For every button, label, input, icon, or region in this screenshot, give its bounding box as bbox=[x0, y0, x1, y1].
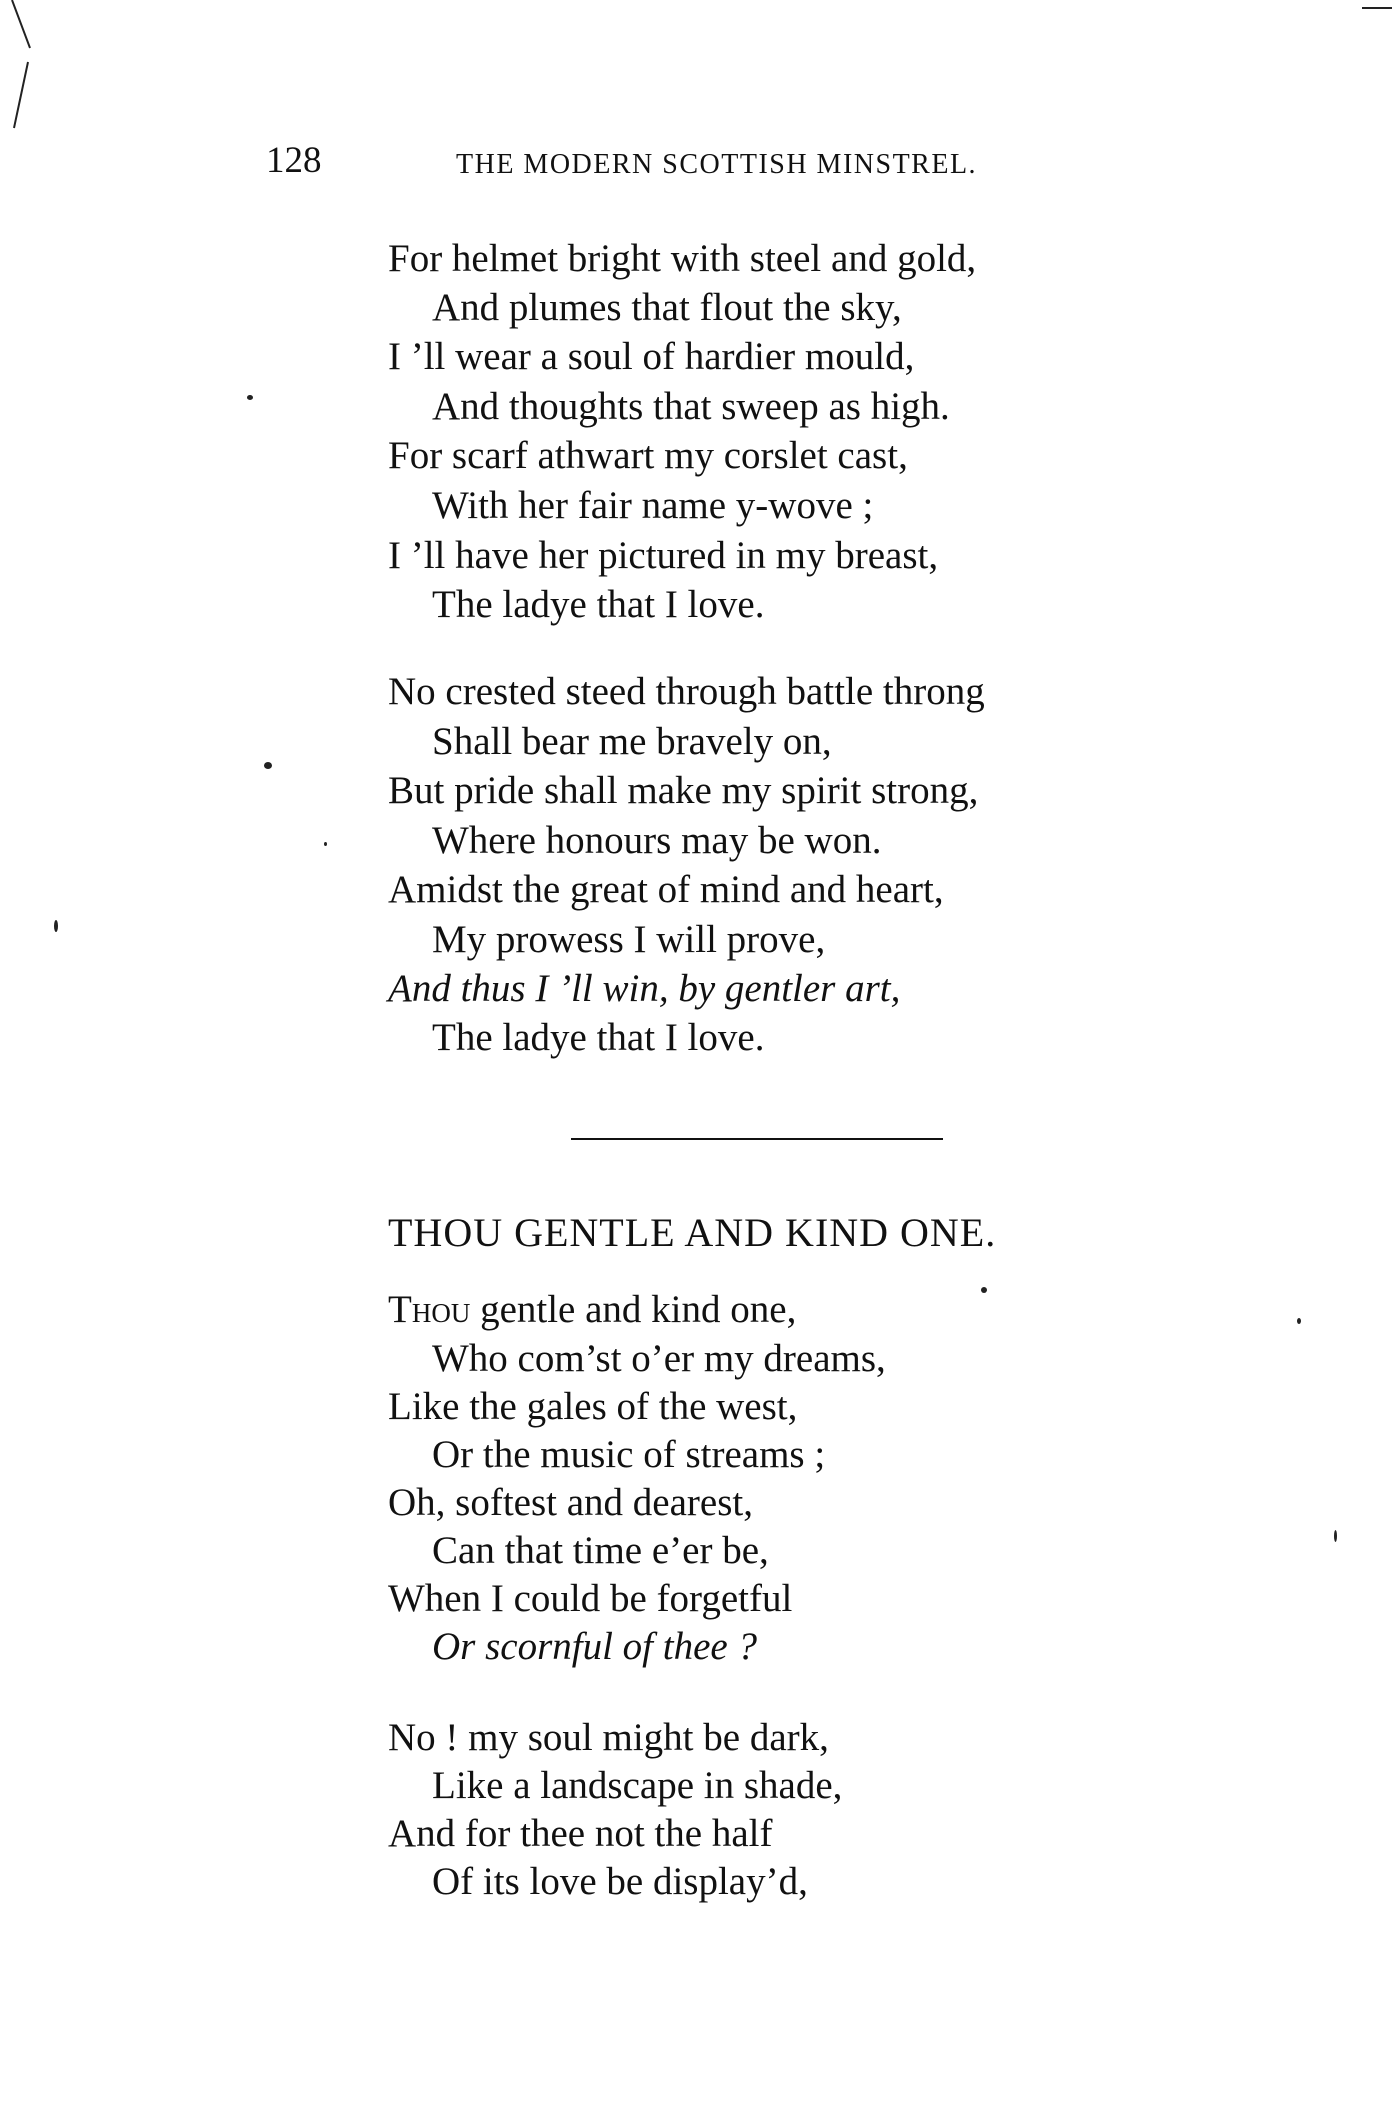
verse-line: I ’ll wear a soul of hardier mould, bbox=[388, 335, 915, 378]
scan-margin-mark bbox=[0, 0, 40, 150]
verse-line: Can that time e’er be, bbox=[432, 1529, 769, 1572]
verse-line: The ladye that I love. bbox=[432, 1016, 765, 1059]
verse-line: Who com’st o’er my dreams, bbox=[432, 1337, 886, 1380]
verse-line-italic: And thus I ’ll win, by gentler art, bbox=[388, 967, 901, 1010]
ink-speck bbox=[264, 762, 272, 769]
verse-line-rest: gentle and kind one, bbox=[470, 1288, 797, 1331]
verse-line-italic: Or scornful of thee ? bbox=[432, 1625, 757, 1668]
verse-line: Where honours may be won. bbox=[432, 819, 882, 862]
verse-line: For scarf athwart my corslet cast, bbox=[388, 434, 908, 477]
verse-line: Like a landscape in shade, bbox=[432, 1764, 843, 1807]
verse-line: Of its love be display’d, bbox=[432, 1860, 808, 1903]
verse-line: And plumes that flout the sky, bbox=[432, 286, 902, 329]
verse-line: For helmet bright with steel and gold, bbox=[388, 237, 977, 280]
verse-line: And thoughts that sweep as high. bbox=[432, 385, 950, 428]
verse-line: When I could be forgetful bbox=[388, 1577, 793, 1620]
ink-speck bbox=[54, 920, 58, 932]
verse-line: My prowess I will prove, bbox=[432, 918, 826, 961]
verse-line: No crested steed through battle throng bbox=[388, 670, 985, 713]
ink-speck bbox=[247, 395, 253, 400]
verse-line: With her fair name y-wove ; bbox=[432, 484, 874, 527]
small-caps-opening-word: Thou bbox=[388, 1288, 471, 1331]
verse-line bbox=[388, 1287, 796, 1333]
verse-line: Oh, softest and dearest, bbox=[388, 1481, 753, 1524]
scan-edge-mark bbox=[1360, 0, 1394, 20]
verse-line: Amidst the great of mind and heart, bbox=[388, 868, 944, 911]
verse-line: Shall bear me bravely on, bbox=[432, 720, 832, 763]
ink-speck bbox=[981, 1287, 987, 1293]
verse-line: Or the music of streams ; bbox=[432, 1433, 826, 1476]
verse-line: No ! my soul might be dark, bbox=[388, 1716, 829, 1759]
verse-line: The ladye that I love. bbox=[432, 583, 765, 626]
running-title: THE MODERN SCOTTISH MINSTREL. bbox=[456, 149, 978, 180]
verse-line: I ’ll have her pictured in my breast, bbox=[388, 534, 939, 577]
verse-line: Like the gales of the west, bbox=[388, 1385, 798, 1428]
ink-speck bbox=[1334, 1530, 1337, 1542]
section-divider bbox=[571, 1138, 943, 1140]
page-number: 128 bbox=[266, 140, 322, 181]
verse-line: But pride shall make my spirit strong, bbox=[388, 769, 979, 812]
ink-speck bbox=[324, 842, 327, 846]
poem-title: THOU GENTLE AND KIND ONE. bbox=[388, 1210, 997, 1255]
ink-speck bbox=[1297, 1318, 1301, 1324]
verse-line: And for thee not the half bbox=[388, 1812, 773, 1855]
